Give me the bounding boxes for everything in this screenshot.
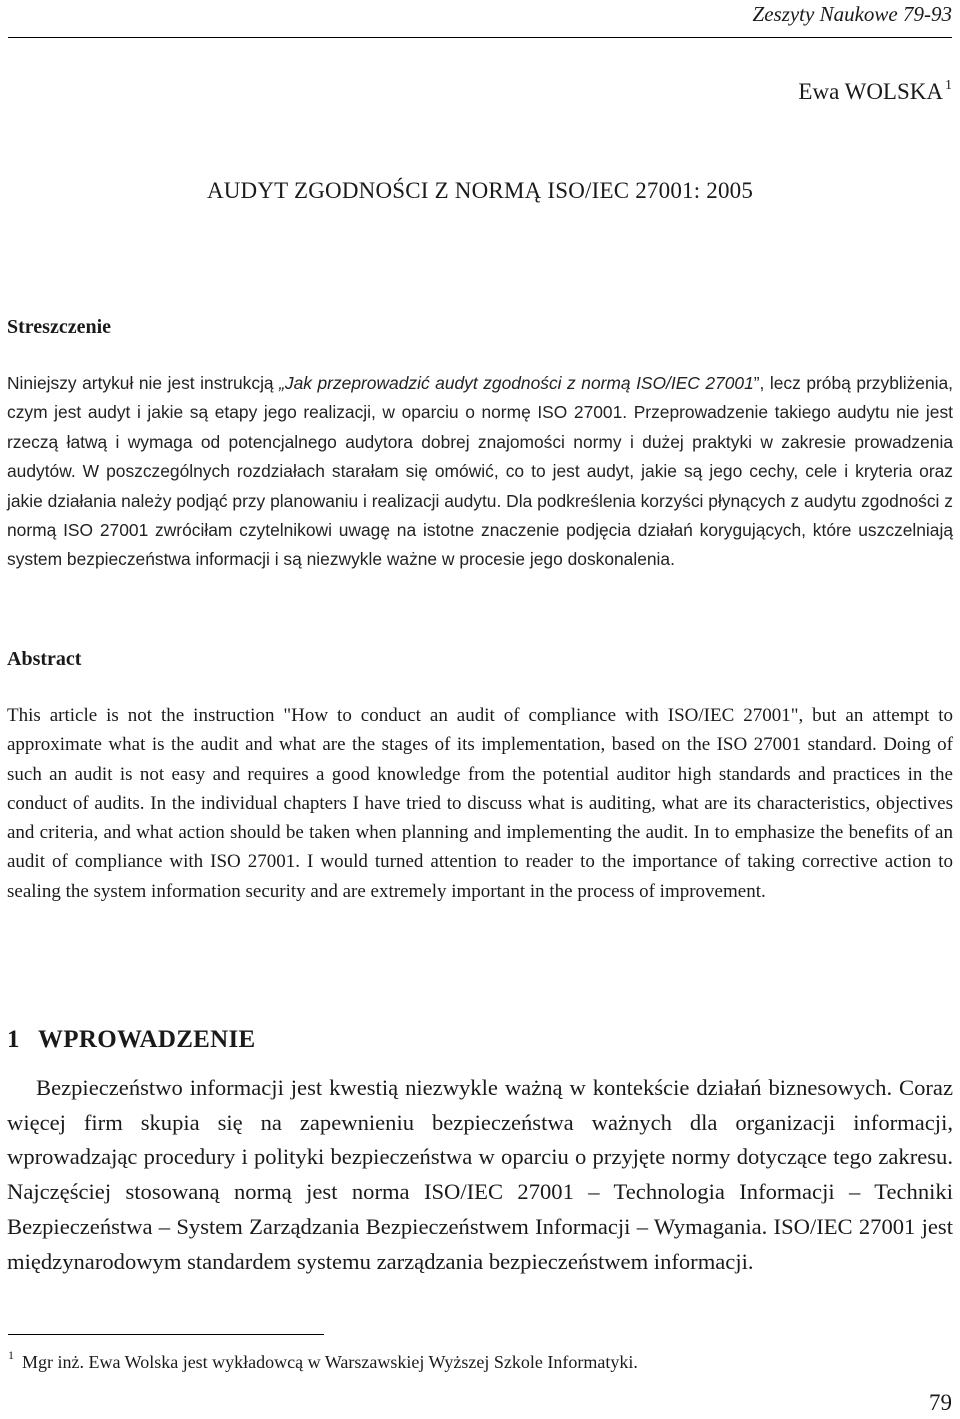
footnote-rule xyxy=(8,1334,324,1335)
author-name xyxy=(798,78,952,105)
header-rule xyxy=(8,37,952,38)
intro-text: Bezpieczeństwo informacji jest kwestią niezwykle ważną w kontekście działań biznesowych. Coraz więcej firm skupia się na zapewnieniu bezpieczeństwa ważnych dla organizacji informacji, wprowadzając procedury i polityki bezpieczeństwa w oparciu o przyjęte normy dotyczące tego zakresu. Najczęściej stosowaną normą jest norma ISO/IEC 27001 – Technologia Informacji – Techniki Bezpieczeństwa – System Zarządzania Bezpieczeństwem Informacji – Wymagania. ISO/IEC 27001 jest międzynarodowym standardem systemu zarządzania bezpieczeństwem informacji. xyxy=(7,1075,953,1274)
footnote-mark: 1 xyxy=(8,1348,14,1362)
article-title: AUDYT ZGODNOŚCI Z NORMĄ ISO/IEC 27001: 2005 xyxy=(206,178,754,203)
abstract-text: This article is not the instruction "How to conduct an audit of compliance with ISO/IEC 27001", but an attempt to approximate what is the audit and what are the stages of its implementation, based on the ISO 27001 standard. Doing of such an audit is not easy and requires a good knowledge from the potential auditor high standards and practices in the conduct of audits. In the individual chapters I have tried to discuss what is auditing, what are its characteristics, objectives and criteria, and what action should be taken when planning and implementing the audit. In to emphasize the benefits of an audit of compliance with ISO 27001. I would turned attention to reader to the importance of taking corrective action to sealing the system information security and are extremely important in the process of improvement. xyxy=(7,705,953,902)
streszczenie-text-b: ”, lecz próbą przybliżenia, czym jest audyt i jakie są etapy jego realizacji, w oparciu o normę ISO 27001. Przeprowadzenie takiego audytu nie jest rzeczą łatwą i wymaga od potencjalnego audytora dobrej znajomości normy i dużej praktyki w zakresie prowadzenia audytów. W poszczególnych rozdziałach starałam się omówić, co to jest audyt, jakie są jego cechy, cele i kryteria oraz jakie działania należy podjąć przy planowaniu i realizacji audytu. Dla podkreślenia korzyści płynących z audytu zgodności z normą ISO 27001 zwróciłam czytelnikowi uwagę na istotne znaczenie podjęcia działań korygujących, które uszczelniają system bezpieczeństwa informacji i są niezwykle ważne w procesie jego doskonalenia. xyxy=(7,373,954,570)
author-footnote-mark: 1 xyxy=(945,78,952,93)
footnote-text: Mgr inż. Ewa Wolska jest wykładowcą w Warszawskiej Wyższej Szkole Informatyki. xyxy=(22,1352,638,1372)
author-text: Ewa WOLSKA xyxy=(798,79,943,104)
intro-paragraph xyxy=(7,1071,953,1279)
section-number: 1 xyxy=(7,1026,20,1053)
section-title: WPROWADZENIE xyxy=(38,1026,256,1053)
footnote xyxy=(8,1348,638,1373)
streszczenie-italic: „Jak przeprowadzić audyt zgodności z normą ISO/IEC 27001 xyxy=(279,373,754,393)
streszczenie-text xyxy=(7,369,953,575)
streszczenie-text-a: Niniejszy artykuł nie jest instrukcją xyxy=(7,373,280,393)
page-number: 79 xyxy=(929,1390,952,1415)
streszczenie-heading: Streszczenie xyxy=(7,316,112,338)
journal-name: Zeszyty Naukowe 79-93 xyxy=(752,2,952,26)
section-heading xyxy=(7,1026,256,1054)
abstract-heading: Abstract xyxy=(7,648,82,670)
